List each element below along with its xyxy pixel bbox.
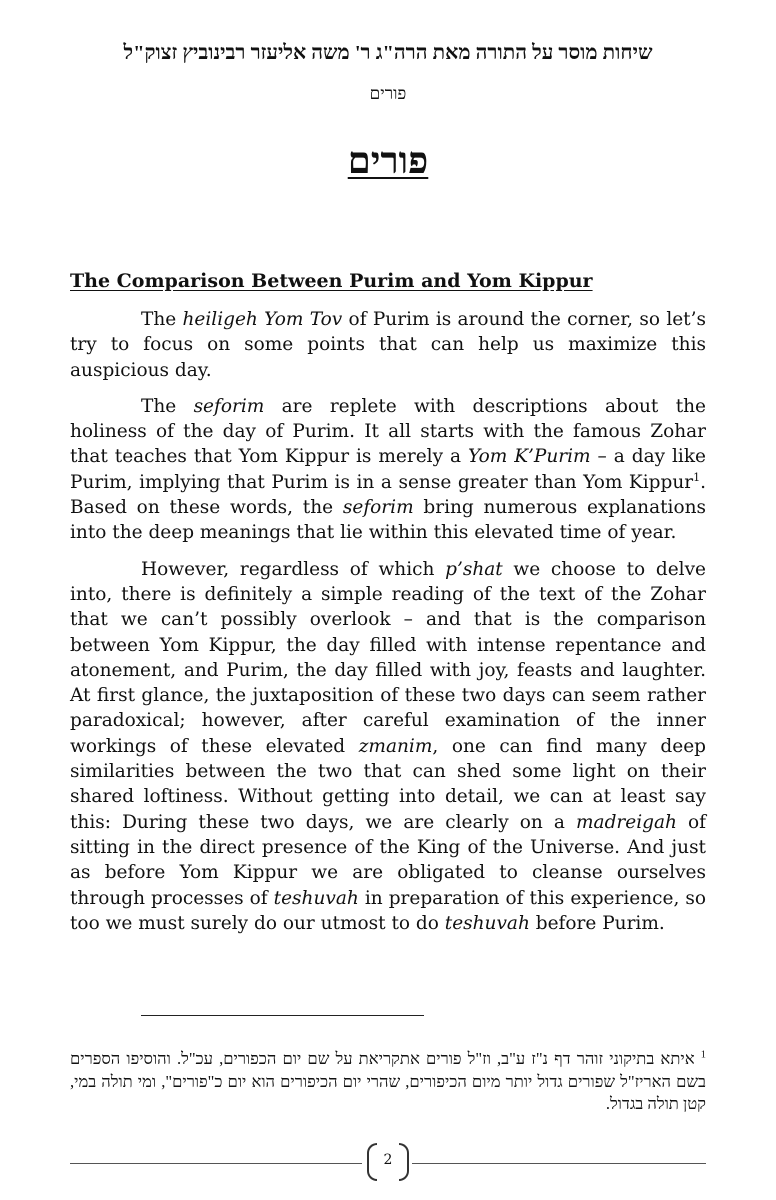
paragraph <box>70 557 706 936</box>
text-run: before Purim. <box>529 912 665 934</box>
footer-rule-right <box>412 1163 706 1164</box>
footnote <box>70 1048 706 1116</box>
paragraph <box>70 307 706 383</box>
page-title: פורים <box>347 141 429 182</box>
italic-term: heiligeh Yom Tov <box>182 309 343 330</box>
running-header-title: שיחות מוסר על התורה מאת הרה"ג ר' משה אליעזר רבינוביץ זצוק"ל <box>123 42 653 64</box>
page-number-bracket-right <box>399 1143 409 1181</box>
text-run: of Purim is around the corner, so let’s try to focus on some points that can help us maximize this auspicious day. <box>70 309 706 381</box>
italic-term: teshuvah <box>444 912 530 934</box>
text-run: However, regardless of which <box>141 558 446 580</box>
footer-rule-left <box>70 1163 362 1164</box>
text-run: we choose to delve into, there is definitely a simple reading of the text of the Zohar that we can’t possibly overlook – and that is the comparison between Yom Kippur, the day filled with intense repentance and atonement, and Purim, the day filled with joy, feasts and laughter. At first glance, the juxtaposition of these two days can seem rather paradoxical; however, after careful examination of the inner workings of these elevated <box>70 558 706 757</box>
section-heading: The Comparison Between Purim and Yom Kippur <box>70 270 593 292</box>
footnote-marker: 1 <box>700 1049 706 1061</box>
body-text <box>70 307 706 947</box>
text-run: The <box>141 309 183 330</box>
text-run: , one can find many deep similarities between the two that can shed some light on their shared loftiness. Without getting into detail, we can at least say this: During these two days, we are clearly on a <box>70 735 706 833</box>
text-run: in preparation of this experience, so too we must surely do our utmost to do <box>70 887 706 934</box>
text-run: bring numerous explanations into the deep meanings that lie within this elevated time of year. <box>70 497 706 544</box>
italic-term: teshuvah <box>273 887 359 909</box>
paragraph <box>70 394 706 546</box>
italic-term: madreigah <box>576 811 677 833</box>
running-header-subtitle: פורים <box>369 84 407 103</box>
footnote-separator <box>141 1015 424 1016</box>
text-run: The <box>141 395 194 417</box>
italic-term: zmanim <box>358 735 433 757</box>
text-run: are replete with descriptions about the holiness of the day of Purim. It all starts with the famous Zohar that teaches that Yom Kippur is merely a <box>70 395 706 468</box>
text-run: – a day like Purim, implying that Purim is in a sense greater than Yom Kippur <box>70 446 706 493</box>
italic-term: p’shat <box>445 558 503 580</box>
text-run: of sitting in the direct presence of the King of the Universe. And just as before Yom Kippur we are obligated to cleanse ourselves through processes of <box>70 811 706 909</box>
italic-term: seforim <box>342 497 414 519</box>
italic-term: seforim <box>193 395 265 417</box>
footnote-reference: 1 <box>693 470 701 484</box>
page-number: 2 <box>383 1152 393 1168</box>
text-run: . Based on these words, the <box>70 471 706 519</box>
footnote-text: איתא בתיקוני זוהר דף נ"ז ע"ב, וז"ל פורים אתקריאת על שם יום הכפורים, עכ"ל. והוסיפו הספרים בשם האריז"ל שפורים גדול יותר מיום הכיפורים, שהרי יום הכיפורים הוא יום כ"פורים", ומי תולה במי, קטן תולה בגדול. <box>70 1049 706 1113</box>
italic-term: Yom K’Purim <box>467 446 591 468</box>
